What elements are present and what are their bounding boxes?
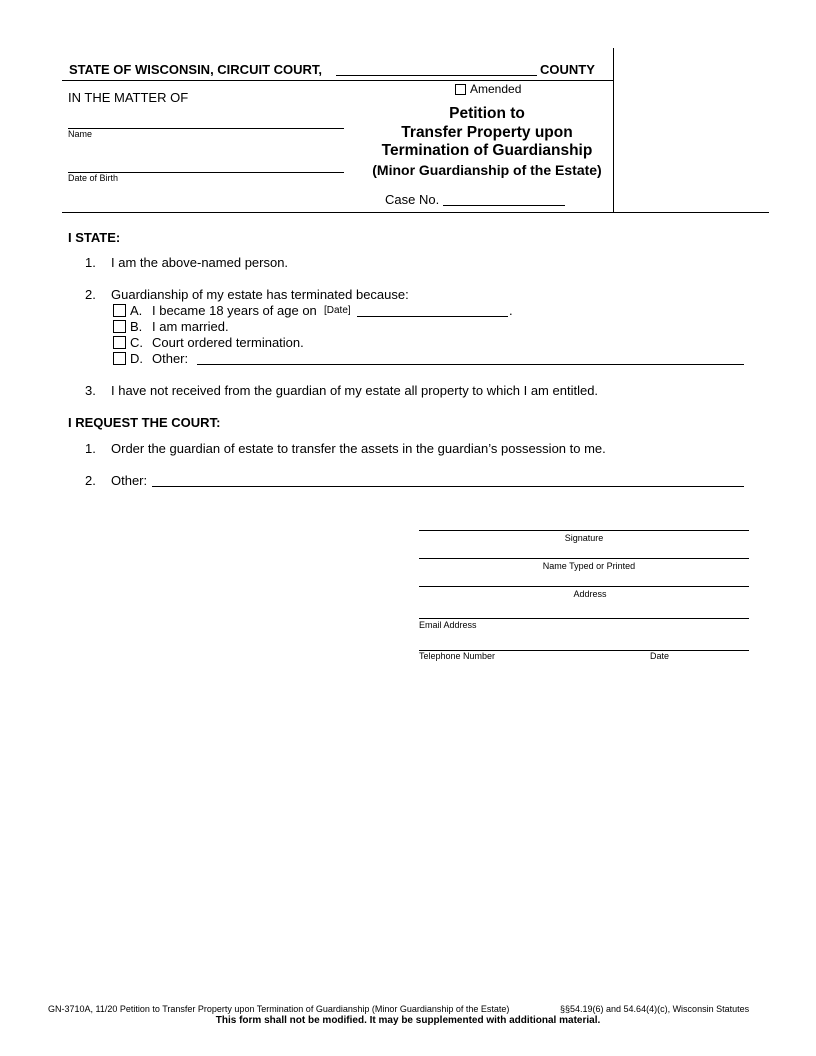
amended-label: Amended bbox=[470, 82, 522, 96]
request-item-2-text: Other: bbox=[111, 473, 148, 488]
request-other-field[interactable] bbox=[152, 486, 744, 487]
option-a-checkbox[interactable] bbox=[113, 304, 126, 317]
header-right-border bbox=[613, 48, 614, 212]
request-item-1-text: Order the guardian of estate to transfer the assets in the guardian’s possession to me. bbox=[111, 441, 606, 456]
option-d-checkbox[interactable] bbox=[113, 352, 126, 365]
option-d-letter: D. bbox=[130, 351, 143, 366]
email-line[interactable] bbox=[419, 618, 749, 619]
state-item-1-text: I am the above-named person. bbox=[111, 255, 289, 270]
signature-line[interactable] bbox=[419, 530, 749, 531]
header-bottom-rule bbox=[62, 212, 769, 213]
title-line-2: Transfer Property upon bbox=[401, 123, 573, 141]
case-no-field[interactable] bbox=[443, 205, 565, 206]
address-label: Address bbox=[573, 589, 607, 599]
option-a-text: I became 18 years of age on bbox=[152, 303, 317, 318]
dob-label: Date of Birth bbox=[68, 173, 119, 183]
signature-label: Signature bbox=[564, 533, 604, 543]
name-field[interactable] bbox=[68, 128, 344, 129]
option-a-letter: A. bbox=[130, 303, 143, 318]
state-item-2-number: 2. bbox=[85, 287, 96, 302]
email-label: Email Address bbox=[419, 620, 477, 630]
option-a-period: . bbox=[509, 303, 513, 318]
amended-checkbox[interactable] bbox=[455, 84, 466, 95]
printed-name-line[interactable] bbox=[419, 558, 749, 559]
name-label: Name bbox=[68, 129, 93, 139]
title-line-1: Petition to bbox=[449, 105, 525, 122]
date-label: Date bbox=[650, 651, 670, 661]
option-b-text: I am married. bbox=[152, 319, 229, 334]
date-hint: [Date] bbox=[324, 305, 351, 316]
footer-notice: This form shall not be modified. It may be supplemented with additional material. bbox=[215, 1015, 601, 1026]
printed-name-label: Name Typed or Printed bbox=[542, 561, 636, 571]
option-c-letter: C. bbox=[130, 335, 143, 350]
footer-statutes: §§54.19(6) and 54.64(4)(c), Wisconsin Statutes bbox=[560, 1004, 750, 1014]
request-item-2-number: 2. bbox=[85, 473, 96, 488]
option-c-checkbox[interactable] bbox=[113, 336, 126, 349]
matter-label: IN THE MATTER OF bbox=[68, 90, 189, 105]
option-d-other-field[interactable] bbox=[197, 364, 744, 365]
footer-form-info: GN-3710A, 11/20 Petition to Transfer Property upon Termination of Guardianship (Minor Guardianship of the Estate) bbox=[48, 1004, 510, 1014]
option-b-letter: B. bbox=[130, 319, 143, 334]
case-no-label: Case No. bbox=[385, 192, 440, 207]
county-name-field[interactable] bbox=[336, 75, 537, 76]
option-a-date-field[interactable] bbox=[357, 316, 508, 317]
state-item-1-number: 1. bbox=[85, 255, 96, 270]
title-line-3: Termination of Guardianship bbox=[381, 142, 593, 159]
address-line[interactable] bbox=[419, 586, 749, 587]
option-c-text: Court ordered termination. bbox=[152, 335, 304, 350]
request-heading: I REQUEST THE COURT: bbox=[68, 415, 221, 430]
state-item-3-number: 3. bbox=[85, 383, 96, 398]
state-item-2-text: Guardianship of my estate has terminated because: bbox=[111, 287, 409, 302]
phone-label: Telephone Number bbox=[419, 651, 496, 661]
form-title bbox=[362, 105, 612, 179]
state-heading: I STATE: bbox=[68, 230, 121, 245]
state-item-3-text: I have not received from the guardian of my estate all property to which I am entitled. bbox=[111, 383, 599, 398]
option-b-checkbox[interactable] bbox=[113, 320, 126, 333]
title-line-4: (Minor Guardianship of the Estate) bbox=[372, 161, 602, 178]
county-label: COUNTY bbox=[540, 62, 595, 77]
request-item-1-number: 1. bbox=[85, 441, 96, 456]
header-divider bbox=[62, 80, 613, 81]
court-label: STATE OF WISCONSIN, CIRCUIT COURT, bbox=[69, 62, 323, 77]
option-d-text: Other: bbox=[152, 351, 189, 366]
